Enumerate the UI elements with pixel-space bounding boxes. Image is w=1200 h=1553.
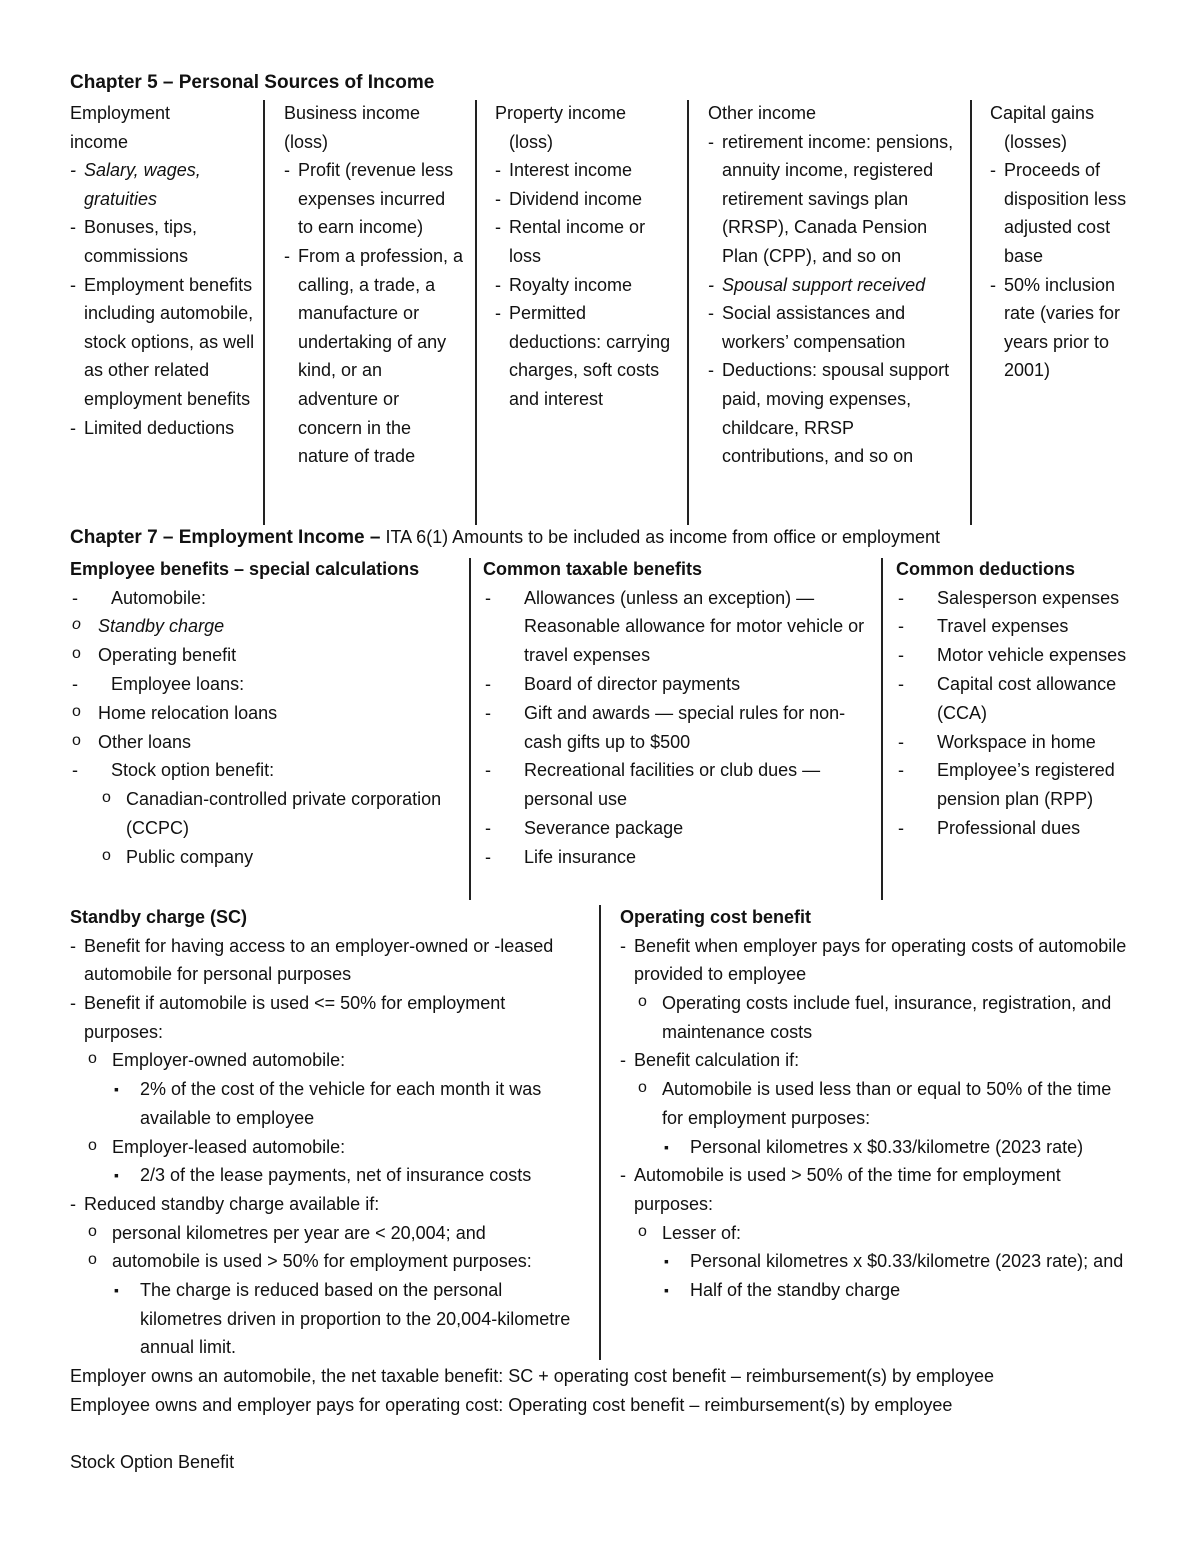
section-heading: Employee benefits – special calculations: [70, 559, 420, 579]
col-heading: (loss): [284, 131, 328, 152]
chapter7-title-row: [70, 527, 940, 549]
ch5-col-other: [708, 99, 963, 471]
list-item: - Benefit if automobile is used <= 50% for employment purposes:: [70, 989, 585, 1046]
column-divider: [687, 100, 689, 525]
list-item: - Gift and awards — special rules for non-cash gifts up to $500: [483, 699, 873, 757]
ch5-col-capital: [990, 99, 1140, 385]
list-item: o Automobile is used less than or equal to 50% of the time for employment purposes:: [620, 1075, 1135, 1132]
list-item: - Spousal support received: [708, 271, 963, 300]
col-heading: Property income: [495, 103, 627, 123]
list-item: o Canadian-controlled private corporation (CCPC): [70, 785, 465, 843]
col-heading: Capital gains: [990, 103, 1095, 123]
col-heading: income: [70, 131, 129, 152]
list-item: - Benefit when employer pays for operating costs of automobile provided to employee: [620, 932, 1135, 989]
column-divider: [881, 558, 883, 900]
column-divider: [599, 905, 601, 1360]
ch5-col-business: [284, 99, 464, 471]
chapter5-title: Chapter 5 – Personal Sources of Income: [70, 72, 435, 93]
section-heading: Common deductions: [896, 559, 1075, 579]
deductions-list: [896, 584, 1136, 843]
list-item: - Professional dues: [896, 814, 1136, 843]
list-item: - Recreational facilities or club dues — personal use: [483, 756, 873, 814]
list-item: - Bonuses, tips, commissions: [70, 213, 255, 270]
list-item: o Other loans: [70, 728, 465, 757]
column-divider: [263, 100, 265, 525]
list-item: - Allowances (unless an exception) — Reasonable allowance for motor vehicle or travel expenses: [483, 584, 873, 670]
list-item: - Automobile:: [70, 584, 465, 613]
list-item: ▪ Half of the standby charge: [620, 1276, 1135, 1305]
list-item: - Salesperson expenses: [896, 584, 1136, 613]
list-item: - Permitted deductions: carrying charges, soft costs and interest: [495, 299, 680, 413]
section-heading: Standby charge (SC): [70, 907, 248, 927]
ch5-col-employment: [70, 99, 255, 442]
list-item: - Employee loans:: [70, 670, 465, 699]
list-item: - Deductions: spousal support paid, moving expenses, childcare, RRSP contributions, and so on: [708, 356, 963, 470]
chapter7-subtitle: ITA 6(1) Amounts to be included as income from office or employment: [385, 527, 941, 547]
summary-line: Employer owns an automobile, the net taxable benefit: SC + operating cost benefit – reimbursement(s) by employee: [70, 1366, 995, 1386]
column-divider: [970, 100, 972, 525]
list-item: - From a profession, a calling, a trade, a manufacture or undertaking of any kind, or an adventure or concern in the nature of trade: [284, 242, 464, 471]
list-item: o Public company: [70, 843, 465, 872]
list-item: - Royalty income: [495, 271, 680, 300]
chapter7-title: Chapter 7 – Employment Income –: [70, 527, 381, 548]
list-item: - Dividend income: [495, 185, 680, 214]
list-item: o Employer-leased automobile:: [70, 1133, 585, 1162]
list-item: - Profit (revenue less expenses incurred to earn income): [284, 156, 464, 242]
list-item: o Operating costs include fuel, insurance, registration, and maintenance costs: [620, 989, 1135, 1046]
list-item: ▪ 2% of the cost of the vehicle for each month it was available to employee: [70, 1075, 585, 1132]
ch7-taxable-benefits: [483, 555, 873, 872]
list-item: - Board of director payments: [483, 670, 873, 699]
col-heading: (losses): [1004, 131, 1068, 152]
benefits-list: [70, 584, 465, 872]
ch7-employee-benefits: [70, 555, 465, 872]
list-item: - Rental income or loss: [495, 213, 680, 270]
list-item: - Employee’s registered pension plan (RPP): [896, 756, 1136, 814]
list-item: - Reduced standby charge available if:: [70, 1190, 585, 1219]
col-heading: Business income: [284, 103, 421, 123]
summary: [70, 1362, 1150, 1419]
list-item: o Employer-owned automobile:: [70, 1046, 585, 1075]
operating-cost-section: [620, 903, 1135, 1305]
list-item: o personal kilometres per year are < 20,004; and: [70, 1219, 585, 1248]
ch7-deductions: [896, 555, 1136, 843]
operating-list: [620, 932, 1135, 1305]
stock-option-heading: Stock Option Benefit: [70, 1452, 235, 1472]
list-item: ▪ Personal kilometres x $0.33/kilometre (2023 rate); and: [620, 1247, 1135, 1276]
list-item: o Operating benefit: [70, 641, 465, 670]
list-item: o Home relocation loans: [70, 699, 465, 728]
list-item: - 50% inclusion rate (varies for years prior to 2001): [990, 271, 1140, 385]
list-item: - Salary, wages, gratuities: [70, 156, 255, 213]
list-item: - Employment benefits including automobile, stock options, as well as other related employment benefits: [70, 271, 255, 414]
section-heading: Common taxable benefits: [483, 559, 703, 579]
list-item: - Life insurance: [483, 843, 873, 872]
col-heading: Employment: [70, 103, 171, 123]
col-heading: Other income: [708, 103, 817, 123]
list-item: ▪ 2/3 of the lease payments, net of insurance costs: [70, 1161, 585, 1190]
list-item: - Automobile is used > 50% of the time for employment purposes:: [620, 1161, 1135, 1218]
list-item: - Stock option benefit:: [70, 756, 465, 785]
list-item: o Standby charge: [70, 612, 465, 641]
list-item: - Travel expenses: [896, 612, 1136, 641]
taxable-list: [483, 584, 873, 872]
standby-charge-section: [70, 903, 585, 1362]
list-item: - Workspace in home: [896, 728, 1136, 757]
column-divider: [475, 100, 477, 525]
list-item: ▪ Personal kilometres x $0.33/kilometre (2023 rate): [620, 1133, 1135, 1162]
list-item: - Interest income: [495, 156, 680, 185]
list-item: o Lesser of:: [620, 1219, 1135, 1248]
list-item: - Motor vehicle expenses: [896, 641, 1136, 670]
col-heading: (loss): [509, 131, 553, 152]
list-item: - Limited deductions: [70, 414, 255, 443]
list-item: ▪ The charge is reduced based on the personal kilometres driven in proportion to the 20,004-kilometre annual limit.: [70, 1276, 585, 1362]
list-item: - Proceeds of disposition less adjusted cost base: [990, 156, 1140, 270]
list-item: - Capital cost allowance (CCA): [896, 670, 1136, 728]
column-divider: [469, 558, 471, 900]
section-heading: Operating cost benefit: [620, 907, 812, 927]
list-item: - Benefit for having access to an employer-owned or -leased automobile for personal purposes: [70, 932, 585, 989]
summary-line: Employee owns and employer pays for operating cost: Operating cost benefit – reimbursement(s) by employee: [70, 1394, 953, 1415]
list-item: - retirement income: pensions, annuity income, registered retirement savings plan (RRSP), Canada Pension Plan (CPP), and so on: [708, 128, 963, 271]
ch5-col-property: [495, 99, 680, 414]
list-item: - Social assistances and workers’ compensation: [708, 299, 963, 356]
standby-list: [70, 932, 585, 1363]
list-item: - Benefit calculation if:: [620, 1046, 1135, 1075]
list-item: o automobile is used > 50% for employment purposes:: [70, 1247, 585, 1276]
list-item: - Severance package: [483, 814, 873, 843]
